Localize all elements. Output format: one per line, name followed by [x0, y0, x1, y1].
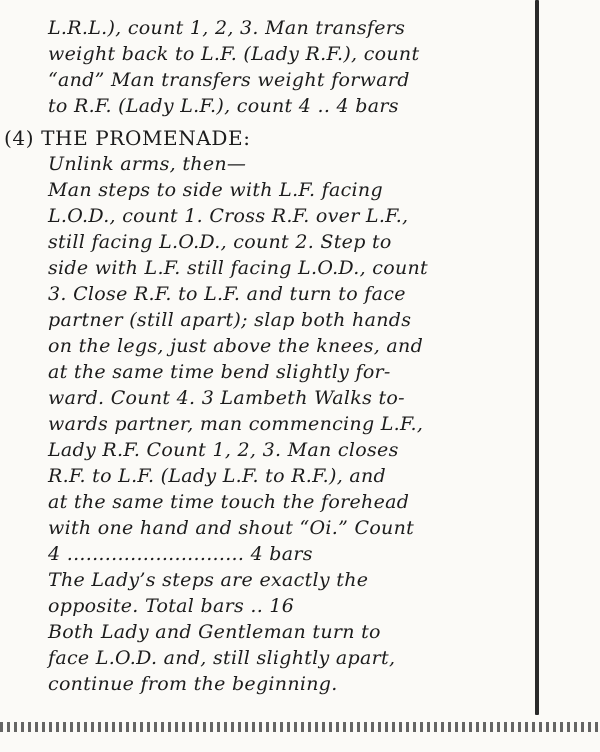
body-line-3: L.O.D., count 1. Cross R.F. over L.F.,	[48, 205, 409, 227]
text-line-4: to R.F. (Lady L.F.), count 4 .. 4 bars	[48, 95, 399, 117]
body-line-14: at the same time touch the forehead	[48, 491, 410, 513]
body-line-10: ward. Count 4. 3 Lambeth Walks to-	[48, 387, 405, 409]
body-line-18: opposite. Total bars .. 16	[48, 595, 295, 617]
section-number: (4)	[4, 126, 35, 150]
body-line-12: Lady R.F. Count 1, 2, 3. Man closes	[48, 439, 399, 461]
body-line-5: side with L.F. still facing L.O.D., count	[48, 257, 428, 279]
body-line-17: The Lady’s steps are exactly the	[48, 569, 369, 591]
body-line-2: Man steps to side with L.F. facing	[48, 179, 383, 201]
text-line-1: L.R.L.), count 1, 2, 3. Man transfers	[48, 17, 406, 39]
column-rule-right	[535, 0, 539, 715]
body-line-16: 4 ............................ 4 bars	[48, 543, 313, 565]
text-line-3: “and” Man transfers weight forward	[48, 69, 410, 91]
body-line-13: R.F. to L.F. (Lady L.F. to R.F.), and	[48, 465, 387, 487]
body-line-11: wards partner, man commencing L.F.,	[48, 413, 424, 435]
body-line-7: partner (still apart); slap both hands	[48, 309, 412, 331]
section-title: THE PROMENADE:	[41, 126, 251, 150]
body-line-6: 3. Close R.F. to L.F. and turn to face	[48, 283, 406, 305]
text-line-2: weight back to L.F. (Lady R.F.), count	[48, 43, 420, 65]
body-line-15: with one hand and shout “Oi.” Count	[48, 517, 415, 539]
body-line-1: Unlink arms, then—	[48, 153, 247, 175]
section-heading	[4, 124, 251, 152]
column-rule-bottom	[0, 722, 600, 732]
body-line-19: Both Lady and Gentleman turn to	[48, 621, 381, 643]
body-line-4: still facing L.O.D., count 2. Step to	[48, 231, 392, 253]
body-line-21: continue from the beginning.	[48, 673, 338, 695]
body-line-20: face L.O.D. and, still slightly apart,	[48, 647, 396, 669]
body-line-9: at the same time bend slightly for-	[48, 361, 391, 383]
body-line-8: on the legs, just above the knees, and	[48, 335, 424, 357]
